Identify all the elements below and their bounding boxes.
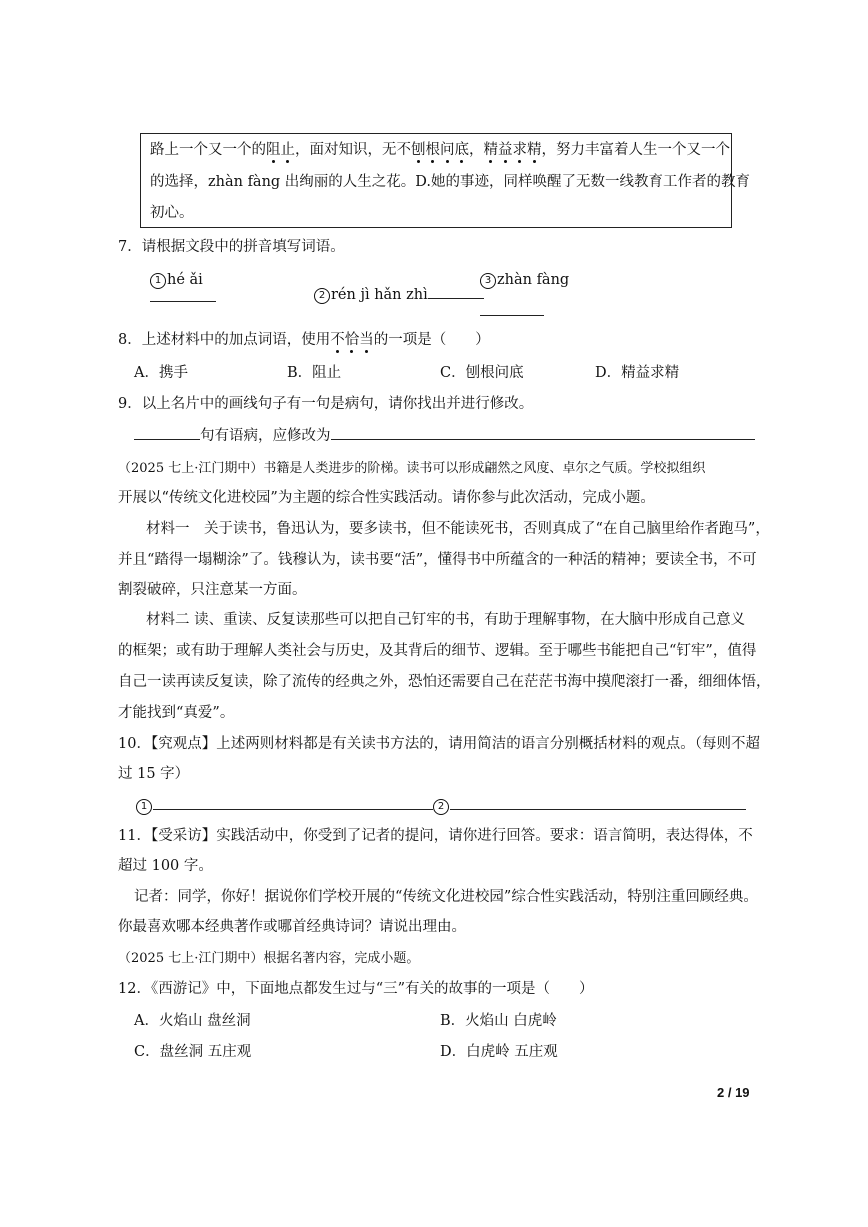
question-11-line-2: 超过 100 字。 xyxy=(118,858,213,874)
question-12: 12．《西游记》中，下面地点都发生过与“三”有关的故事的一项是（ ） xyxy=(118,981,594,997)
intro-1-line-1: （2025 七上·江门期中）书籍是人类进步的阶梯。读书可以形成翩然之风度、卓尔之气质。学校拟组织 xyxy=(118,461,706,476)
question-11-line-1: 11．【受采访】实践活动中，你受到了记者的提问，请你进行回答。要求：语言简明，表达得体，不 xyxy=(118,828,753,844)
q9-answer-line: 句有语病，应修改为 xyxy=(134,425,755,446)
q10-blank-1[interactable] xyxy=(153,795,433,810)
material-2-line-3: 自己一读再读反复读，除了流传的经典之外，恐怕还需要自己在茫茫书海中摸爬滚打一番，细细体悟， xyxy=(118,674,771,690)
q7-blank-1[interactable] xyxy=(150,301,216,302)
dotted-word-buqiadang: 不恰当 xyxy=(330,332,374,348)
q8-option-d[interactable]: D．精益求精 xyxy=(595,365,680,381)
material-2-line-2: 的框架；或有助于理解人类社会与历史，及其背后的细节、逻辑。至于哪些书能把自己“钉牢”，值得 xyxy=(118,643,757,659)
q10-answer-line: 1 2 xyxy=(136,795,746,816)
material-2-line-4: 才能找到“真爱”。 xyxy=(118,705,235,721)
q8-option-c[interactable]: C．刨根问底 xyxy=(440,365,524,381)
q9-blank-correction[interactable] xyxy=(331,425,755,440)
dotted-word-zuzhi: 阻止 xyxy=(266,142,295,158)
q7-blank-2[interactable] xyxy=(428,284,484,299)
q10-blank-2[interactable] xyxy=(450,795,746,810)
question-7: 7．请根据文段中的拼音填写词语。 xyxy=(118,239,345,255)
material-1-line-1: 材料一 关于读书，鲁迅认为，要多读书，但不能读死书，否则真成了“在自己脑里给作者跑马”， xyxy=(146,521,770,537)
page-number: 2 / 19 xyxy=(717,1085,750,1100)
question-8: 8．上述材料中的加点词语，使用不恰当的一项是（ ） xyxy=(118,332,490,348)
q12-option-a[interactable]: A．火焰山 盘丝洞 xyxy=(134,1013,251,1029)
material-2-line-1: 材料二 读、重读、反复读那些可以把自己钉牢的书，有助于理解事物，在大脑中形成自己意义 xyxy=(146,612,746,628)
q12-option-d[interactable]: D．白虎岭 五庄观 xyxy=(440,1044,558,1060)
reporter-line-2: 你最喜欢哪本经典著作或哪首经典诗词？请说出理由。 xyxy=(118,919,466,935)
q7-item-2: 2 rén jì hǎn zhì xyxy=(314,284,484,305)
reporter-line-1: 记者：同学，你好！据说你们学校开展的“传统文化进校园”综合性实践活动，特别注重回顾经典。 xyxy=(134,889,758,905)
question-10-line-1: 10．【究观点】上述两则材料都是有关读书方法的，请用简洁的语言分别概括材料的观点。（每则不超 xyxy=(118,736,760,752)
q8-option-a[interactable]: A．携手 xyxy=(134,365,188,381)
material-1-line-3: 割裂破碎，只注意某一方面。 xyxy=(118,582,307,598)
q12-option-c[interactable]: C．盘丝洞 五庄观 xyxy=(134,1044,252,1060)
q12-option-b[interactable]: B．火焰山 白虎岭 xyxy=(440,1013,557,1029)
q7-item-1: 1 hé ǎi xyxy=(150,270,203,290)
intro-1-line-2: 开展以“传统文化进校园”为主题的综合性实践活动。请你参与此次活动，完成小题。 xyxy=(118,490,655,506)
question-9: 9．以上名片中的画线句子有一句是病句，请你找出并进行修改。 xyxy=(118,396,534,412)
dotted-word-jingyi: 精益求精 xyxy=(483,142,542,158)
q9-blank-sentence[interactable] xyxy=(134,425,200,440)
q7-item-3: 3 zhàn fàng xyxy=(480,270,569,290)
q8-option-b[interactable]: B．阻止 xyxy=(287,365,342,381)
q7-blank-3[interactable] xyxy=(480,315,544,316)
dotted-word-paogen: 刨根问底 xyxy=(411,142,469,158)
material-1-line-2: 并且“踏得一塌糊涂”了。钱穆认为，读书要“活”，懂得书中所蕴含的一种活的精神；要读全书，不可 xyxy=(118,552,757,568)
passage-line-3: 初心。 xyxy=(150,205,194,221)
intro-2: （2025 七上·江门期中）根据名著内容，完成小题。 xyxy=(118,951,420,966)
passage-line-2: 的选择，zhàn fàng 出绚丽的人生之花。D.她的事迹，同样唤醒了无数一线教育工作者的教育 xyxy=(150,174,751,190)
passage-line-1: 路上一个又一个的阻止，面对知识，无不刨根问底，精益求精，努力丰富着人生一个又一个 xyxy=(150,142,730,158)
question-10-line-2: 过 15 字） xyxy=(118,766,190,782)
